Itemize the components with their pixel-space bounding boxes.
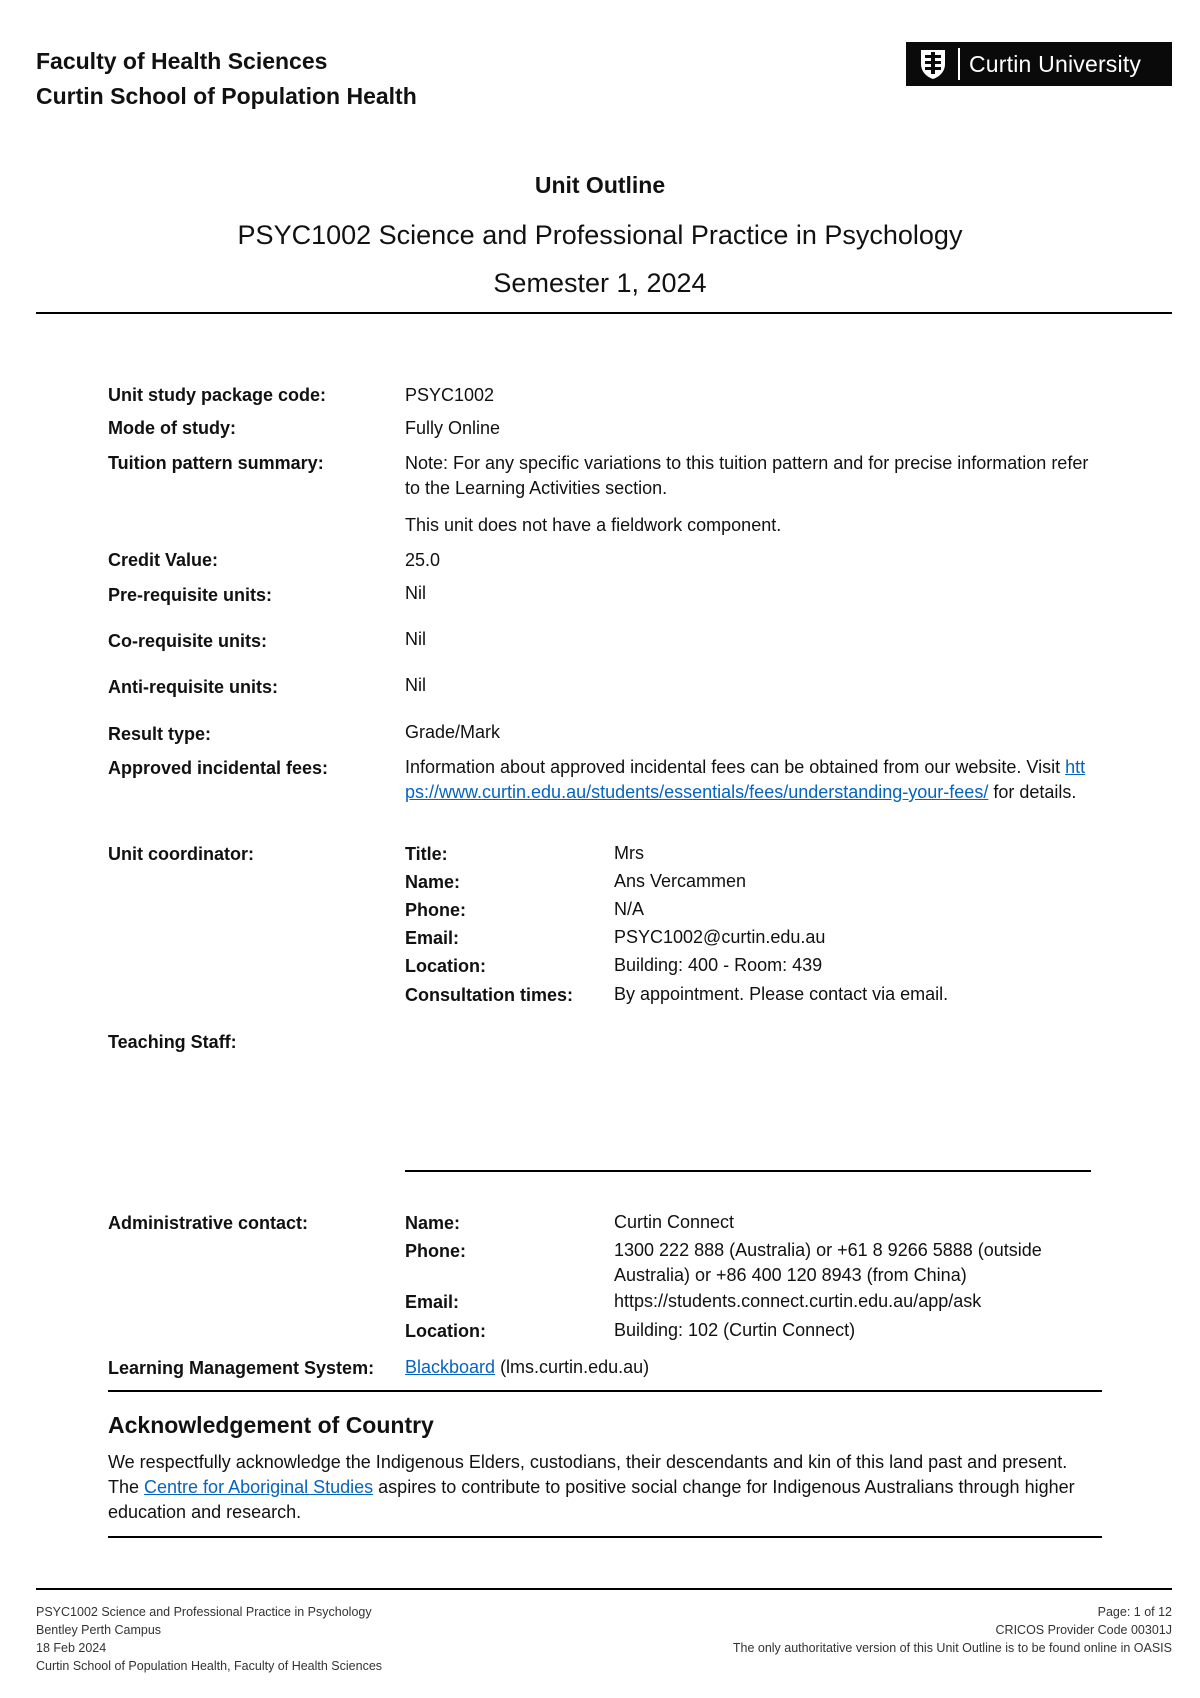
semester: Semester 1, 2024 [493,268,707,298]
antireq-label: Anti-requisite units: [108,677,278,697]
ack-text-end: aspires to contribute to positive social change for Indigenous Australians through higher education and research. [108,1477,1075,1522]
fees-value [405,755,1095,805]
admin-name-label: Name: [405,1213,461,1233]
lms-value [405,1355,649,1380]
admin-location-value: Building: 102 (Curtin Connect) [614,1320,856,1340]
logo-divider [958,48,960,80]
admin-email-value: https://students.connect.curtin.edu.au/app/ask [614,1291,982,1311]
school-name: Curtin School of Population Health [36,83,417,109]
admin-name-value: Curtin Connect [614,1212,735,1232]
tuition-label: Tuition pattern summary: [108,453,324,473]
cricos-code: CRICOS Provider Code 00301J [995,1623,1172,1637]
fees-text: Information about approved incidental fees can be obtained from our website. Visit [405,757,1066,777]
lms-url: (lms.curtin.edu.au) [495,1357,650,1377]
coord-title-label: Title: [405,844,448,864]
acknowledgement-heading: Acknowledgement of Country [108,1412,434,1438]
logo-wordmark: Curtin University [969,50,1142,77]
admin-email-label: Email: [405,1292,460,1312]
package-code-value: PSYC1002 [405,385,495,405]
curtin-logo [906,42,1172,86]
antireq-value: Nil [405,675,426,695]
crest-icon [916,47,950,81]
tuition-note: Note: For any specific variations to this tuition pattern and for precise information refer to the Learning Activities section. [405,453,1089,498]
aboriginal-studies-link[interactable]: Centre for Aboriginal Studies [144,1477,374,1497]
coord-name-value: Ans Vercammen [614,871,747,891]
coord-phone-value: N/A [614,899,645,919]
credit-value: 25.0 [405,550,441,570]
fees-link[interactable]: https://www.curtin.edu.au/students/essentials/fees/understanding-your-fees/ [405,757,1086,802]
divider [108,1390,1102,1392]
faculty-header [36,44,417,114]
divider [108,1536,1102,1538]
mode-label: Mode of study: [108,418,236,438]
divider [36,312,1172,314]
fees-label: Approved incidental fees: [108,758,329,778]
blackboard-link[interactable]: Blackboard [405,1357,496,1377]
coord-title-value: Mrs [614,843,644,863]
package-code-label: Unit study package code: [108,385,327,405]
admin-label: Administrative contact: [108,1213,309,1233]
page-number: Page: 1 of 12 [1097,1605,1172,1619]
credit-label: Credit Value: [108,550,219,570]
authority-note: The only authoritative version of this Unit Outline is to be found online in OASIS [732,1641,1172,1655]
fees-text-end: for details. [988,782,1077,802]
admin-phone-value: 1300 222 888 (Australia) or +61 8 9266 5888 (outside Australia) or +86 400 120 8943 (from China) [614,1240,1042,1285]
coord-consult-value: By appointment. Please contact via email. [614,984,949,1004]
coord-location-label: Location: [405,956,486,976]
mode-value: Fully Online [405,418,501,438]
prereq-label: Pre-requisite units: [108,585,273,605]
coreq-value: Nil [405,629,426,649]
ack-text-start: We respectfully acknowledge the Indigenous Elders, custodians, their descendants and kin of this land past and present. The [108,1452,1068,1497]
document-heading: Unit Outline [534,172,666,198]
footer-unit: PSYC1002 Science and Professional Practice in Psychology [36,1605,372,1619]
coord-consult-label: Consultation times: [405,985,574,1005]
fieldwork-note: This unit does not have a fieldwork component. [405,515,782,535]
footer-date: 18 Feb 2024 [36,1641,107,1655]
lms-label: Learning Management System: [108,1358,375,1378]
coord-location-value: Building: 400 - Room: 439 [614,955,823,975]
faculty-name: Faculty of Health Sciences [36,48,328,74]
footer-divider [36,1588,1172,1590]
acknowledgement-text [108,1450,1102,1525]
coreq-label: Co-requisite units: [108,631,268,651]
result-type-value: Grade/Mark [405,722,501,742]
coord-name-label: Name: [405,872,461,892]
footer-campus: Bentley Perth Campus [36,1623,162,1637]
coord-email-label: Email: [405,928,460,948]
admin-location-label: Location: [405,1321,486,1341]
divider [405,1170,1091,1172]
result-type-label: Result type: [108,724,212,744]
coordinator-label: Unit coordinator: [108,844,254,864]
admin-phone-label: Phone: [405,1241,466,1261]
footer-left [36,1603,382,1675]
teaching-staff-label: Teaching Staff: [108,1032,237,1052]
prereq-value: Nil [405,583,426,603]
coord-email-value: PSYC1002@curtin.edu.au [614,927,826,947]
footer-school: Curtin School of Population Health, Faculty of Health Sciences [36,1659,383,1673]
unit-title: PSYC1002 Science and Professional Practice in Psychology [237,220,963,250]
coord-phone-label: Phone: [405,900,466,920]
footer-right [733,1603,1172,1657]
